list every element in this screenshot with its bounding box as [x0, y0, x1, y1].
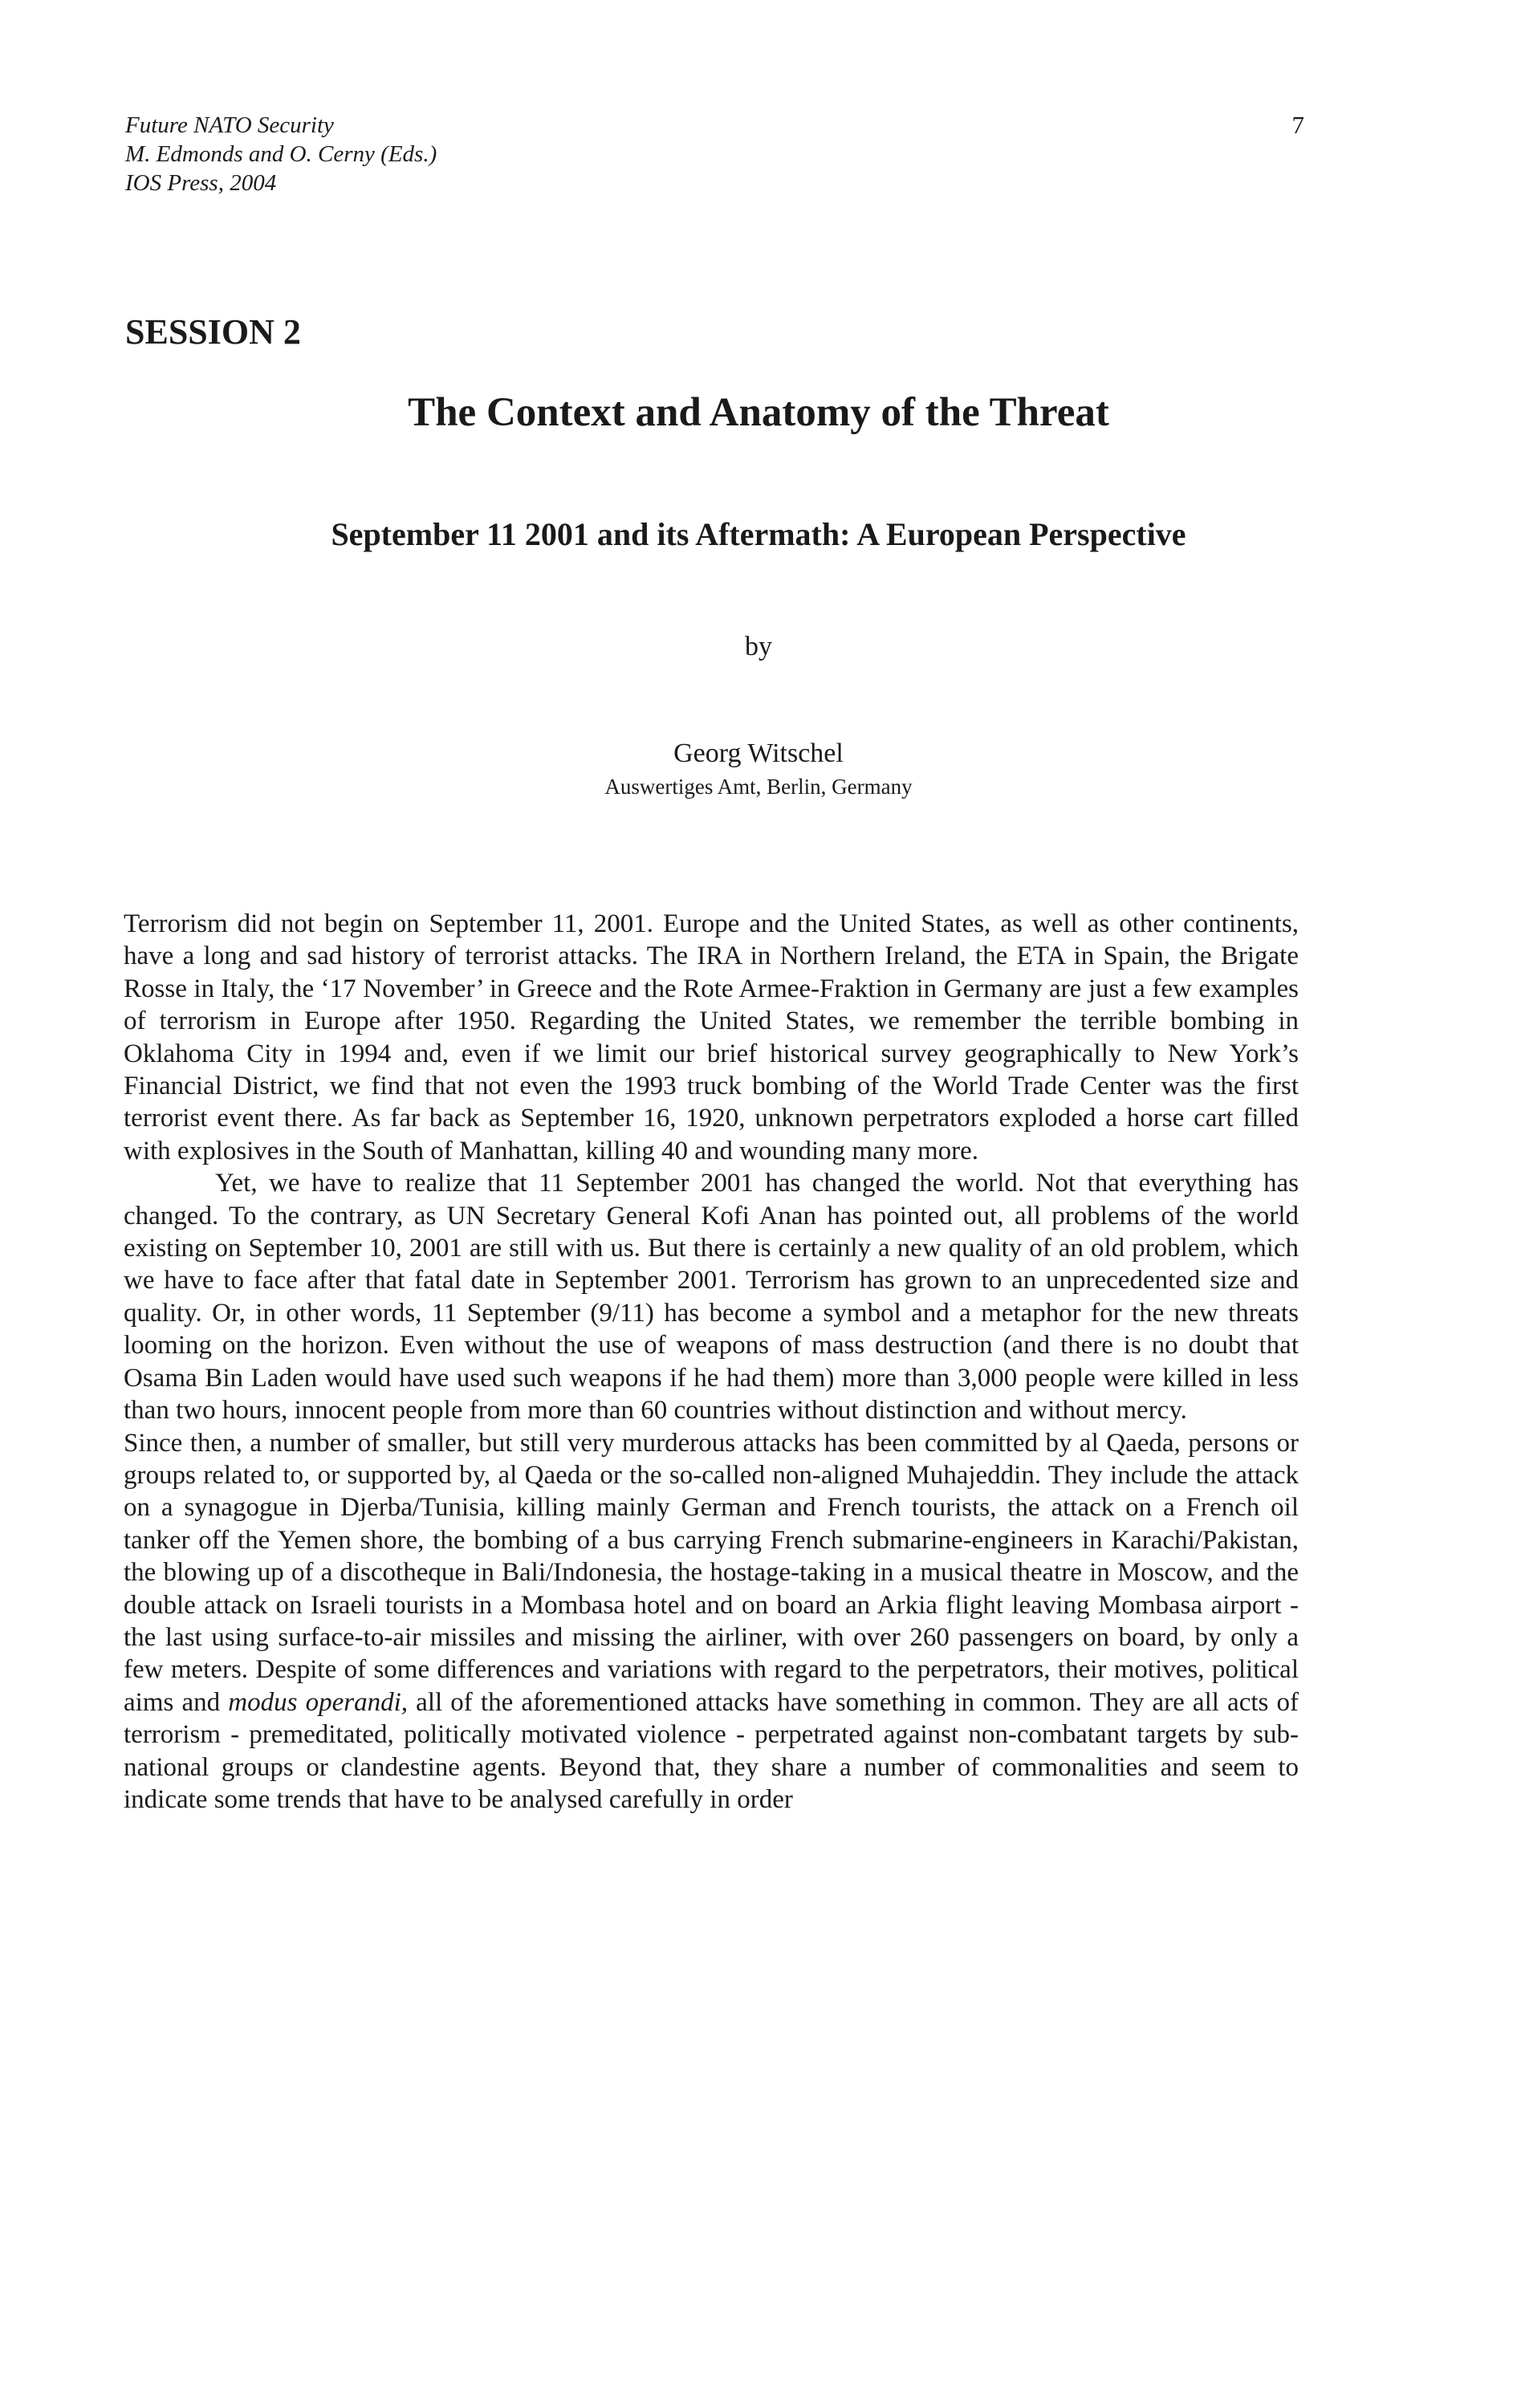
header-editors: M. Edmonds and O. Cerny (Eds.): [125, 141, 437, 167]
body-paragraph-1: Terrorism did not begin on September 11, 2001. Europe and the United States, as well as other continents, have a long and sad history of terrorist attacks. The IRA in Northern Ireland, the ETA in Spain, the Brigate Rosse in Italy, the ‘17 November’ in Greece and the Rote Armee-Fraktion in Germany are just a few examples of terrorism in Europe after 1950. Regarding the United States, we remember the terrible bombing in Oklahoma City in 1994 and, even if we limit our brief historical survey geographically to New York’s Financial District, we find that not even the 1993 truck bombing of the World Trade Center was the first terrorist event there. As far back as September 16, 1920, unknown perpetrators exploded a horse cart filled with explosives in the South of Manhattan, killing 40 and wounding many more.: [124, 909, 1299, 1165]
body-paragraph-2: Yet, we have to realize that 11 September 2001 has changed the world. Not that everything has changed. To the contrary, as UN Secretary General Kofi Anan has pointed out, all problems of the world existing on September 10, 2001 are still with us. But there is certainly a new quality of an old problem, which we have to face after that fatal date in September 2001. Terrorism has grown to an unprecedented size and quality. Or, in other words, 11 September (9/11) has become a symbol and a metaphor for the new threats looming on the horizon. Even without the use of weapons of mass destruction (and there is no doubt that Osama Bin Laden would have used such weapons if he had them) more than 3,000 people were killed in less than two hours, innocent people from more than 60 countries without distinction and without mercy.: [124, 1169, 1299, 1426]
page-title: The Context and Anatomy of the Threat: [408, 390, 1109, 435]
page-number: 7: [1291, 111, 1304, 139]
paper-title: September 11 2001 and its Aftermath: A European Perspective: [331, 516, 1186, 552]
byline: by: [745, 632, 772, 661]
running-header: [125, 111, 1297, 197]
header-publisher: IOS Press, 2004: [125, 170, 277, 196]
session-label: SESSION 2: [125, 312, 301, 352]
paragraph-3-text-after: all of the aforementioned attacks have something in common. They are all acts of terrorism - premeditated, politically motivated violence - perpetrated against non-combatant targets by sub-national groups or clandestine agents. Beyond that, they share a number of commonalities and seem to indicate some trends that have to be analysed carefully in order: [124, 1687, 1299, 1814]
article-body: [124, 908, 1299, 1816]
author-affiliation: Auswertiges Amt, Berlin, Germany: [604, 775, 913, 799]
author-name: Georg Witschel: [673, 738, 844, 768]
header-book-title: Future NATO Security: [125, 112, 334, 138]
paragraph-3-emphasis: modus operandi,: [228, 1687, 409, 1717]
paragraph-3-text-before: Since then, a number of smaller, but still very murderous attacks has been committed by al Qaeda, persons or groups related to, or supported by, al Qaeda or the so-called non-aligned Muhajeddin. They include the attack on a synagogue in Djerba/Tunisia, killing mainly German and French tourists, the attack on a French oil tanker off the Yemen shore, the bombing of a bus carrying French submarine-engineers in Karachi/Pakistan, the blowing up of a discotheque in Bali/Indonesia, the hostage-taking in a musical theatre in Moscow, and the double attack on Israeli tourists in a Mombasa hotel and on board an Arkia flight leaving Mombasa airport - the last using surface-to-air missiles and missing the airliner, with over 260 passengers on board, by only a few meters. Despite of some differences and variations with regard to the perpetrators, their motives, political aims and: [124, 1428, 1299, 1717]
body-paragraph-3: [124, 1427, 1299, 1816]
